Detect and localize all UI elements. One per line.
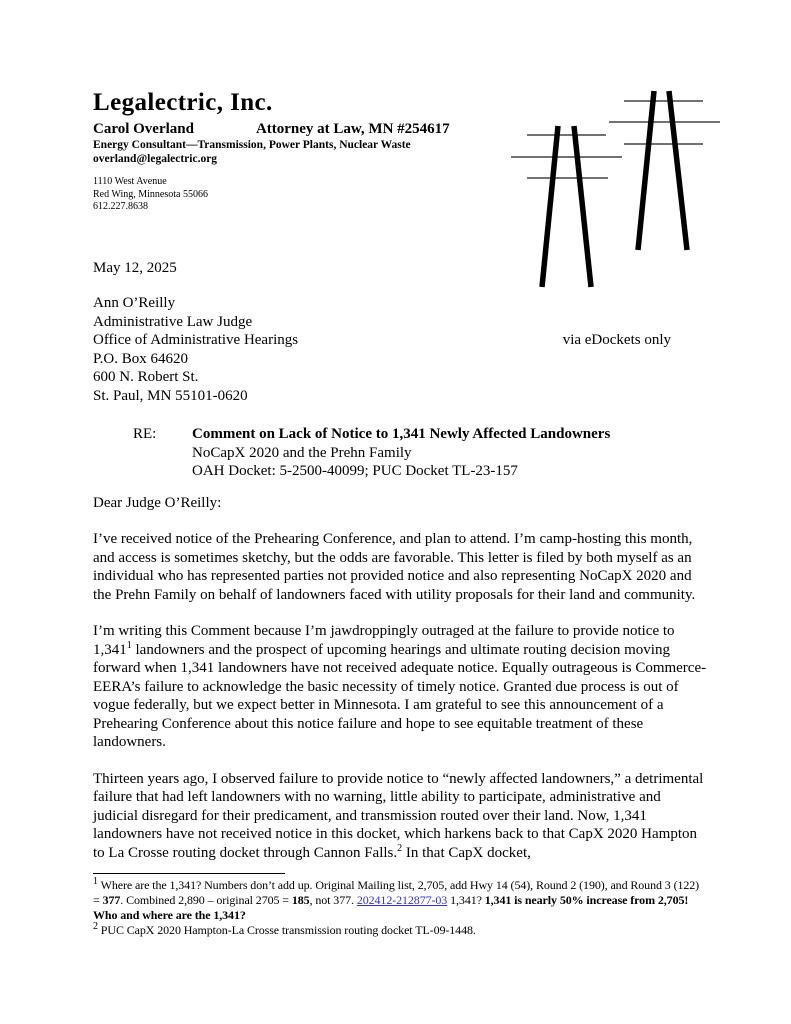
recipient-line: 600 N. Robert St.: [93, 369, 199, 385]
re-content: [192, 425, 610, 481]
attorney-name: Carol Overland: [93, 121, 194, 137]
company-name: Legalectric, Inc.: [93, 89, 273, 116]
recipient-line: St. Paul, MN 55101-0620: [93, 387, 248, 404]
re-block: [93, 425, 707, 481]
docket-link[interactable]: 202412-212877-03: [356, 892, 448, 907]
letter-body: [93, 530, 707, 862]
footnotes: [93, 878, 707, 938]
attorney-line: [93, 120, 707, 138]
letterhead: [93, 88, 707, 214]
footnote-separator: [93, 873, 285, 874]
recipient-line: Ann O’Reilly: [93, 295, 176, 311]
phone-number: 612.227.8638: [93, 201, 148, 212]
recipient-line: Office of Administrative Hearings via eDockets only: [93, 332, 671, 348]
re-party: NoCapX 2020 and the Prehn Family: [192, 444, 412, 461]
delivery-note: via eDockets only: [562, 332, 671, 348]
letter-date: May 12, 2025: [93, 259, 177, 276]
re-label: RE:: [133, 426, 157, 442]
email-text: overland@legalectric.org: [93, 153, 218, 165]
re-subject: Comment on Lack of Notice to 1,341 Newly Affected Landowners: [192, 426, 611, 442]
recipient-line: P.O. Box 64620: [93, 350, 189, 367]
footnote-reference: 2: [93, 920, 98, 932]
address-line: 1110 West Avenue: [93, 176, 167, 187]
salutation: Dear Judge O’Reilly:: [93, 494, 222, 511]
body-paragraph: I’ve received notice of the Prehearing Conference, and plan to attend. I’m camp-hosting this month, and access is sometimes sketchy, but the odds are favorable. This letter is filed by both myself as an individual who has represented parties not provided notice and also representing NoCapX 2020 and the Prehn Family on behalf of landowners faced with utility proposals for their land and community.: [93, 531, 696, 603]
body-paragraph: Thirteen years ago, I observed failure to provide notice to “newly affected landowners,” a detrimental failure that had left landowners with no warning, little ability to participate, administrative and judicial disregard for their predicament, and transmission routed over their land. Now, 1,341 landowners have not received notice in this docket, which harkens back to that CapX 2020 Hampton to La Crosse routing docket through Cannon Falls.$^2$ In that CapX docket,: [93, 770, 704, 861]
re-docket: OAH Docket: 5-2500-40099; PUC Docket TL-23-157: [192, 463, 518, 479]
recipient-block: [93, 294, 707, 405]
recipient-line: Administrative Law Judge: [93, 313, 253, 330]
letterhead-address: [93, 176, 707, 214]
tagline: Energy Consultant—Transmission, Power Plants, Nuclear Waste: [93, 139, 411, 151]
letter-page: [93, 88, 707, 938]
footnote: $^1$ Where are the 1,341? Numbers don’t add up. Original Mailing list, 2,705, add Hwy 14 (54), Round 2 (190), and Round 3 (122) = 377. Combined 2,890 – original 2705 = 185, not 377. 202412-212877-03 1,341? 1,341 is nearly 50% increase from 2,705! Who and where are the 1,341?: [93, 876, 700, 922]
attorney-title: Attorney at Law, MN #254617: [255, 121, 450, 137]
address-line: Red Wing, Minnesota 55066: [93, 188, 208, 200]
footnote-reference: 2: [397, 842, 403, 854]
footnote: $^2$ PUC CapX 2020 Hampton-La Crosse transmission routing docket TL-09-1448.: [93, 920, 476, 937]
footnote-reference: 1: [126, 639, 132, 651]
body-paragraph: I’m writing this Comment because I’m jawdroppingly outraged at the failure to provide notice to 1,341$^1$ landowners and the prospect of upcoming hearings and ultimate routing decision moving forward when 1,341 landowners have not received adequate notice. Equally outrageous is Commerce-EERA’s failure to acknowledge the basic necessity of timely notice. Granted due process is out of vogue federally, but we expect better in Minnesota. I am grateful to see this announcement of a Prehearing Conference about this notice failure and hope to see equitable treatment of these landowners.: [93, 623, 707, 750]
footnote-reference: 1: [93, 876, 98, 887]
